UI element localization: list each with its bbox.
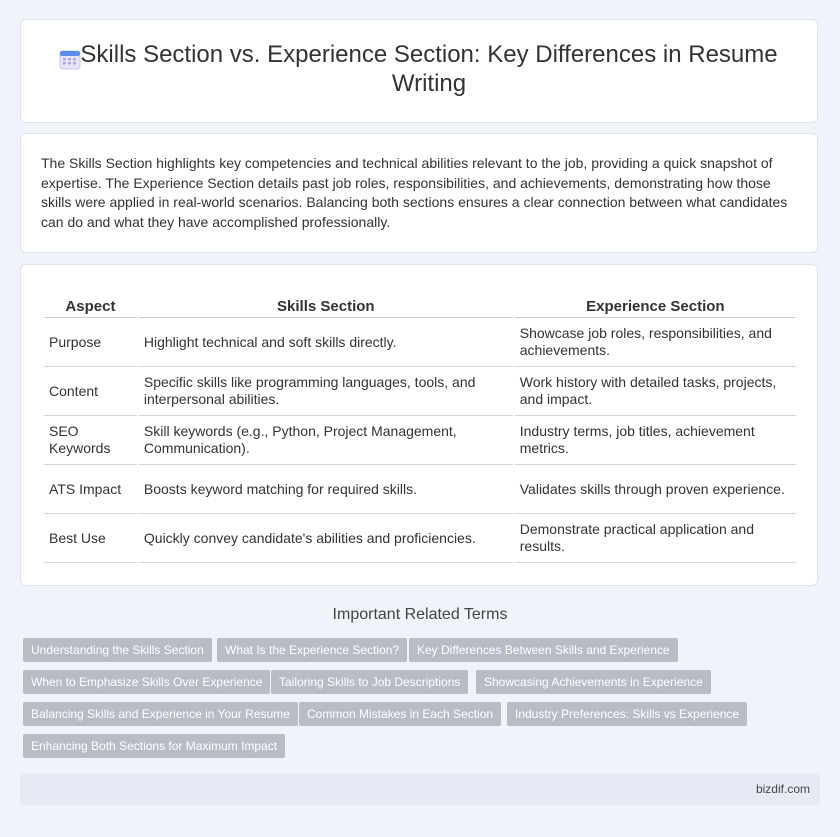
related-tag[interactable]: When to Emphasize Skills Over Experience	[23, 670, 270, 694]
table-row	[44, 416, 796, 465]
related-tag[interactable]: Balancing Skills and Experience in Your Resume	[23, 702, 298, 726]
footer-bar	[20, 773, 820, 805]
row-aspect: SEO Keywords	[44, 416, 137, 465]
table-row	[44, 318, 796, 367]
related-tag[interactable]: Enhancing Both Sections for Maximum Impact	[23, 734, 285, 758]
row-skills: Skill keywords (e.g., Python, Project Management, Communication).	[139, 416, 513, 465]
site-name[interactable]: bizdif.com	[755, 782, 810, 796]
row-experience: Showcase job roles, responsibilities, and achievements.	[515, 318, 796, 367]
header-aspect: Aspect	[44, 295, 137, 318]
title-card	[20, 19, 818, 123]
header-skills: Skills Section	[139, 295, 513, 318]
header-experience: Experience Section	[515, 295, 796, 318]
related-tag[interactable]: Tailoring Skills to Job Descriptions	[271, 670, 468, 694]
row-experience: Industry terms, job titles, achievement metrics.	[515, 416, 796, 465]
row-experience: Demonstrate practical application and results.	[515, 514, 796, 563]
row-aspect: ATS Impact	[44, 465, 137, 514]
related-tag[interactable]: Understanding the Skills Section	[23, 638, 212, 662]
row-aspect: Best Use	[44, 514, 137, 563]
intro-card	[20, 133, 818, 253]
row-aspect: Content	[44, 367, 137, 416]
row-skills: Highlight technical and soft skills directly.	[139, 318, 513, 367]
related-tag[interactable]: Common Mistakes in Each Section	[299, 702, 501, 726]
page-title: Skills Section vs. Experience Section: Key Differences in Resume Writing	[80, 41, 778, 97]
related-tag[interactable]: Key Differences Between Skills and Experience	[409, 638, 678, 662]
table-row	[44, 367, 796, 416]
row-skills: Boosts keyword matching for required skills.	[139, 465, 513, 514]
comparison-table-card	[20, 264, 818, 586]
comparison-table	[42, 295, 798, 563]
row-aspect: Purpose	[44, 318, 137, 367]
related-terms-heading: Important Related Terms	[332, 606, 508, 623]
row-experience: Validates skills through proven experience.	[515, 465, 796, 514]
row-skills: Quickly convey candidate's abilities and proficiencies.	[139, 514, 513, 563]
table-header-row	[44, 295, 796, 318]
related-tag[interactable]: Industry Preferences: Skills vs Experience	[507, 702, 747, 726]
related-tag[interactable]: Showcasing Achievements in Experience	[476, 670, 711, 694]
related-tag[interactable]: What Is the Experience Section?	[217, 638, 407, 662]
row-experience: Work history with detailed tasks, projects, and impact.	[515, 367, 796, 416]
intro-paragraph: The Skills Section highlights key competencies and technical abilities relevant to the job, providing a quick snapshot of expertise. The Experience Section details past job roles, responsibilities, and achievements, demonstrating how those skills were applied in real-world scenarios. Balancing both sections ensures a clear connection between what candidates can do and what they have accomplished professionally.	[41, 155, 788, 230]
row-skills: Specific skills like programming languages, tools, and interpersonal abilities.	[139, 367, 513, 416]
table-row	[44, 514, 796, 563]
table-row	[44, 465, 796, 514]
